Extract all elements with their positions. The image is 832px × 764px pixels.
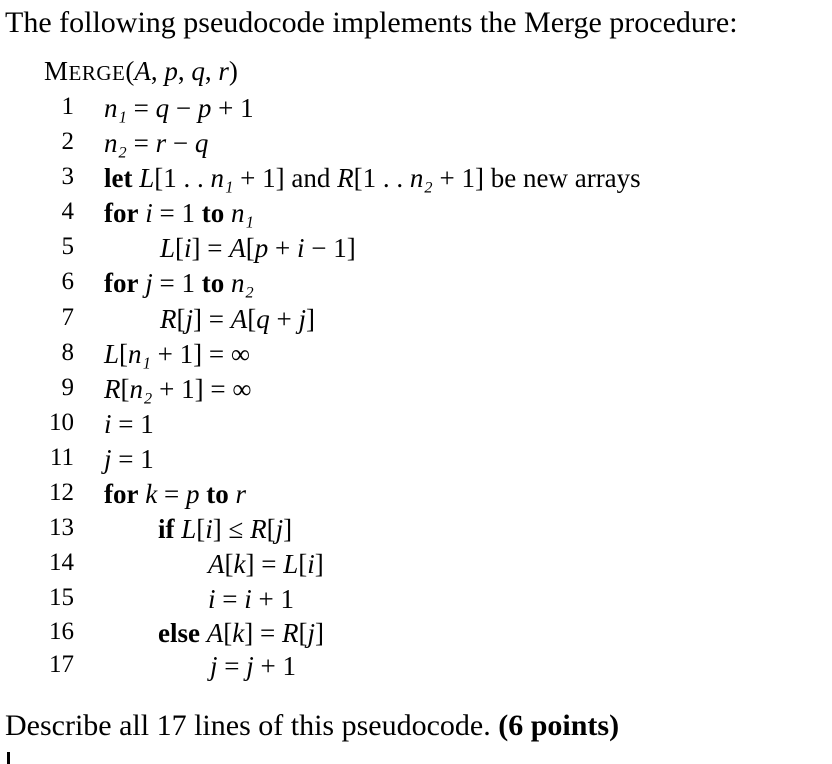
line-number: 3 <box>61 163 74 190</box>
line-code: n₁ = q − p + 1 <box>104 93 254 123</box>
intro-text: The following pseudocode implements the Merge procedure: <box>5 6 738 39</box>
line-code: i = i + 1 <box>208 584 294 614</box>
line-code: for i = 1 to n₁ <box>104 198 254 228</box>
question-text <box>5 709 619 743</box>
line-code: for k = p to r <box>104 479 246 509</box>
line-number: 17 <box>49 651 74 678</box>
line-code: let L[1 . . n₁ + 1] and R[1 . . n₂ + 1] be new arrays <box>104 163 641 193</box>
line-number: 2 <box>61 128 74 155</box>
line-number: 11 <box>49 444 74 471</box>
line-code: else A[k] = R[j] <box>158 618 324 648</box>
line-number: 8 <box>61 339 74 366</box>
line-code: j = j + 1 <box>210 651 296 681</box>
line-number: 5 <box>61 233 74 260</box>
line-number: 12 <box>49 479 74 506</box>
line-code: R[j] = A[q + j] <box>160 304 315 334</box>
procedure-params: (A, p, q, r) <box>125 56 238 86</box>
line-code: i = 1 <box>104 409 154 439</box>
line-code: if L[i] ≤ R[j] <box>158 514 293 544</box>
line-number: 15 <box>49 584 74 611</box>
line-code: n₂ = r − q <box>104 128 209 158</box>
line-number: 6 <box>61 268 74 295</box>
line-number: 9 <box>61 374 74 401</box>
line-code: j = 1 <box>104 444 154 474</box>
line-number: 16 <box>49 618 74 645</box>
line-number: 13 <box>49 514 74 541</box>
line-code: A[k] = L[i] <box>208 549 324 579</box>
line-code: R[n₂ + 1] = ∞ <box>104 374 252 404</box>
text-cursor[interactable] <box>7 752 10 764</box>
line-number: 1 <box>61 93 74 120</box>
procedure-name: MERGE <box>44 56 126 86</box>
line-number: 10 <box>49 409 74 436</box>
line-code: L[n₁ + 1] = ∞ <box>104 339 251 369</box>
line-number: 4 <box>61 198 74 225</box>
line-number: 14 <box>49 549 74 576</box>
line-code: L[i] = A[p + i − 1] <box>160 233 356 263</box>
procedure-title <box>44 56 238 87</box>
line-number: 7 <box>61 304 74 331</box>
question-body: Describe all 17 lines of this pseudocode. <box>5 709 491 742</box>
question-points: (6 points) <box>498 709 620 742</box>
line-code: for j = 1 to n₂ <box>104 268 254 298</box>
